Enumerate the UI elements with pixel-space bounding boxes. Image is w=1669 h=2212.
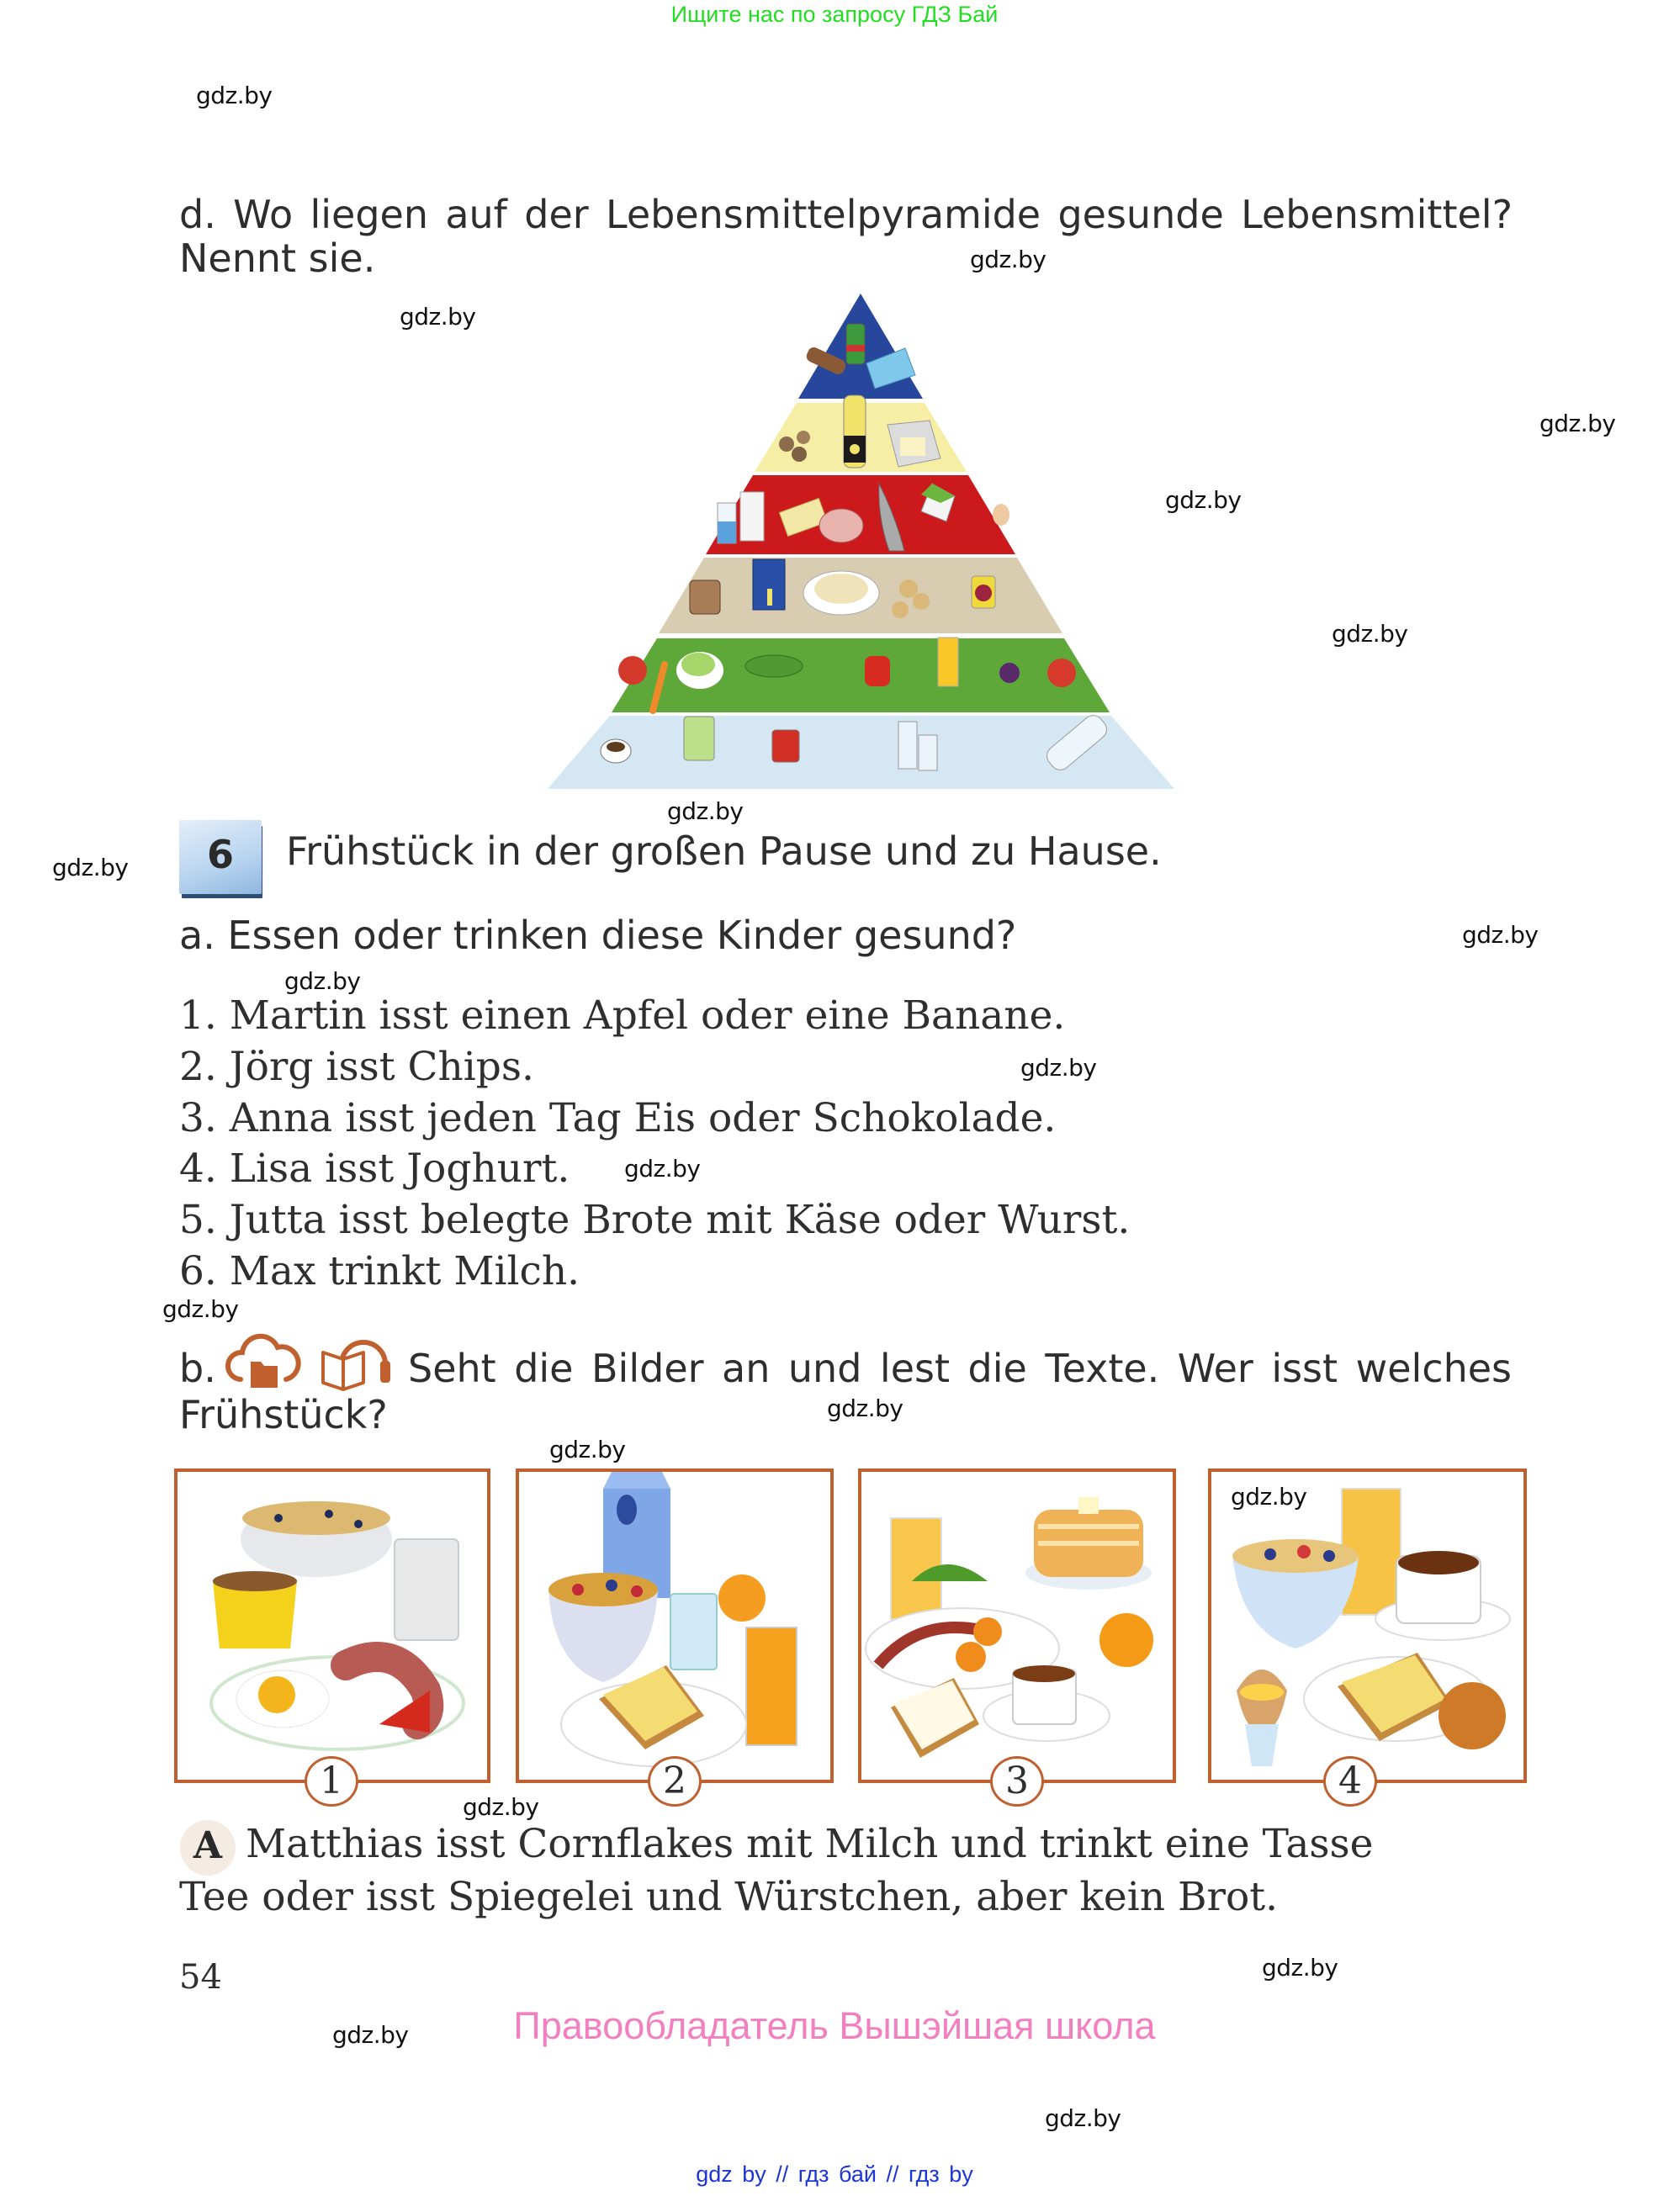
list-item-number: 6. [179,1248,217,1294]
watermark: gdz.by [400,303,476,331]
list-item-number: 5. [179,1197,217,1243]
watermark: gdz.by [162,1295,239,1323]
list-item [179,1146,570,1192]
watermark: gdz.by [1539,410,1616,437]
text-a-line1: Matthias isst Cornflakes mit Milch und trinkt eine Tasse [246,1821,1374,1867]
list-item [179,1095,1056,1141]
picture-4 [1208,1468,1527,1783]
watermark: gdz.by [1332,620,1408,648]
section-b-heading-line1: Seht die Bilder an und lest die Texte. Wer isst welches [408,1346,1512,1391]
text-a-line2: Tee oder isst Spiegelei und Würstchen, aber kein Brot. [179,1874,1279,1920]
list-item-number: 4. [179,1146,217,1192]
watermark: gdz.by [1165,486,1242,514]
picture-1 [174,1468,490,1783]
section-d-heading-line1: d. Wo liegen auf der Lebensmittelpyramide gesunde Lebensmittel? [179,192,1513,237]
picture-2 [516,1468,834,1783]
search-banner[interactable]: Ищите нас по запросу ГДЗ Бай [670,2,999,27]
copyright-text: Правообладатель Вышэйшая школа [513,2004,1156,2047]
watermark: gdz.by [284,967,361,995]
watermark: gdz.by [1045,2104,1121,2132]
picture-2-number: 2 [648,1756,702,1807]
footer-links[interactable]: gdz by // гдз бай // гдз by [696,2162,973,2187]
watermark: gdz.by [332,2021,409,2049]
watermark: gdz.by [196,82,273,109]
watermark: gdz.by [667,797,744,825]
list-item [179,992,1065,1039]
page-number: 54 [179,1958,222,1997]
list-item [179,1248,580,1294]
breakfast-illustration-3 [861,1472,1173,1780]
list-item-text: Jutta isst belegte Brote mit Käse oder Wurst. [229,1197,1131,1243]
watermark: gdz.by [970,246,1046,273]
watermark: gdz.by [463,1793,539,1821]
breakfast-illustration-4 [1211,1472,1523,1780]
watermark: gdz.by [1020,1054,1097,1082]
watermark: gdz.by [1462,921,1539,949]
watermark: gdz.by [827,1394,903,1422]
list-item-text: Jörg isst Chips. [229,1044,534,1090]
list-item-number: 1. [179,992,217,1039]
pyramid-tier-fats [755,395,967,472]
watermark: gdz.by [549,1436,626,1463]
exercise-title: Frühstück in der großen Pause und zu Hause. [286,828,1162,874]
pyramid-tier-grains [659,558,1062,633]
watermark: gdz.by [1262,1954,1338,1982]
pyramid-tier-fruits-vegetables [612,638,1110,712]
section-b-heading-line2: Frühstück? [179,1392,388,1437]
picture-1-number: 1 [305,1756,358,1807]
picture-3 [858,1468,1176,1783]
cloud-folder-icon[interactable] [225,1333,301,1390]
pyramid-tier-drinks [548,712,1174,789]
list-item [179,1044,534,1090]
watermark: gdz.by [52,854,129,881]
pyramid-tier-protein [706,475,1015,554]
food-pyramid-image [538,286,1186,799]
text-a-label: A [180,1820,236,1876]
picture-4-number: 4 [1323,1756,1377,1807]
exercise-number-badge [179,820,262,894]
watermark: gdz.by [624,1155,701,1183]
section-d-heading-line2: Nennt sie. [179,235,376,281]
list-item [179,1197,1130,1243]
breakfast-illustration-2 [519,1472,830,1780]
picture-3-number: 3 [990,1756,1044,1807]
pyramid-tier-sweets [798,294,923,399]
list-item-number: 3. [179,1095,217,1141]
list-item-text: Anna isst jeden Tag Eis oder Schokolade. [229,1095,1057,1141]
list-item-text: Max trinkt Milch. [229,1248,580,1294]
exercise-number: 6 [206,832,234,877]
book-headphones-icon[interactable] [318,1322,398,1394]
list-item-text: Lisa isst Joghurt. [229,1146,570,1192]
breakfast-illustration-1 [177,1472,487,1780]
section-b-prefix: b. [179,1346,216,1391]
list-item-number: 2. [179,1044,217,1090]
list-item-text: Martin isst einen Apfel oder eine Banane. [229,992,1066,1039]
section-a-heading: a. Essen oder trinken diese Kinder gesund? [179,913,1017,958]
watermark: gdz.by [1231,1483,1307,1511]
